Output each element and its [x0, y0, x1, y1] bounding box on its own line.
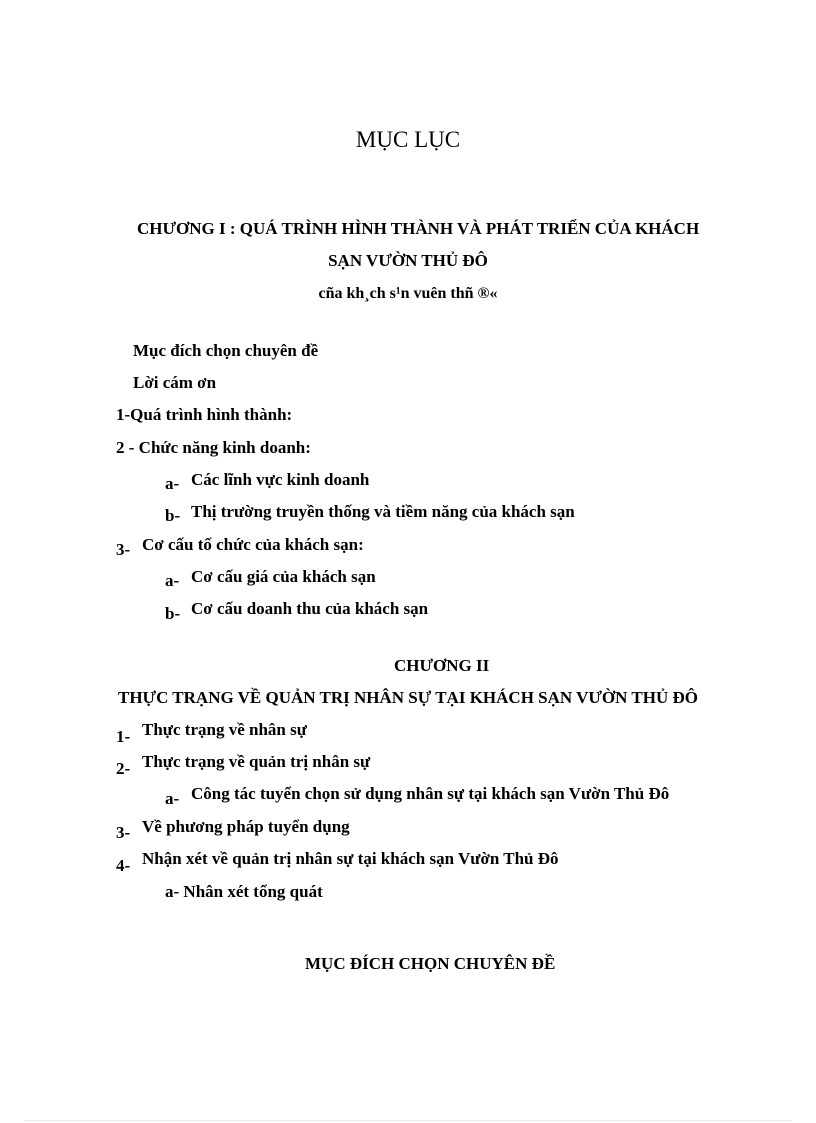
chapter2-heading-line2: THỰC TRẠNG VỀ QUẢN TRỊ NHÂN SỰ TẠI KHÁCH SẠN VƯỜN THỦ ĐÔ	[118, 688, 698, 707]
toc-ch2-item-1: Thực trạng về nhân sự	[142, 720, 307, 739]
toc-item-2b-marker: b-	[165, 506, 181, 525]
toc-ch2-item-2: Thực trạng về quản trị nhân sự	[142, 752, 371, 771]
toc-item-2b: Thị trường truyền thống và tiềm năng của khách sạn	[191, 502, 575, 521]
toc-item-3: Cơ cấu tổ chức của khách sạn:	[142, 535, 364, 554]
toc-ch2-item-2-marker: 2-	[116, 759, 131, 778]
toc-item-2a-marker: a-	[165, 474, 180, 493]
page-bottom-divider	[25, 1120, 791, 1121]
chapter2-heading-line1: CHƯƠNG II	[394, 656, 490, 675]
toc-item-purpose: Mục đích chọn chuyên đề	[133, 341, 319, 360]
toc-item-3-marker: 3-	[116, 540, 131, 559]
toc-item-2: 2 - Chức năng kinh doanh:	[116, 438, 311, 457]
toc-item-3b: Cơ cấu doanh thu của khách sạn	[191, 599, 429, 618]
toc-item-2a: Các lĩnh vực kinh doanh	[191, 470, 370, 489]
toc-item-3a: Cơ cấu giá của khách sạn	[191, 567, 376, 586]
toc-ch2-item-1-marker: 1-	[116, 727, 131, 746]
toc-item-thanks: Lời cám ơn	[133, 373, 217, 392]
toc-ch2-item-3: Về phương pháp tuyển dụng	[142, 817, 350, 836]
chapter1-heading-line3: cña kh¸ch s¹n vuên thñ ®«	[318, 285, 498, 302]
toc-item-3b-marker: b-	[165, 604, 181, 623]
toc-ch2-item-4: Nhận xét về quản trị nhân sự tại khách sạn Vườn Thủ Đô	[142, 849, 559, 868]
toc-ch2-item-4-marker: 4-	[116, 856, 131, 875]
chapter1-heading-line1: CHƯƠNG I : QUÁ TRÌNH HÌNH THÀNH VÀ PHÁT TRIỂN CỦA KHÁCH	[137, 219, 700, 238]
toc-item-1: 1-Quá trình hình thành:	[116, 405, 293, 424]
toc-ch2-item-2a: Công tác tuyển chọn sử dụng nhân sự tại khách sạn Vườn Thủ Đô	[191, 784, 670, 803]
toc-item-3a-marker: a-	[165, 571, 180, 590]
toc-ch2-item-2a-marker: a-	[165, 789, 180, 808]
toc-ch2-item-4a: a- Nhân xét tổng quát	[165, 882, 323, 901]
section-heading: MỤC ĐÍCH CHỌN CHUYÊN ĐỀ	[305, 954, 556, 973]
chapter1-heading-line2: SẠN VƯỜN THỦ ĐÔ	[328, 251, 488, 270]
page-title: MỤC LỤC	[355, 127, 461, 152]
toc-ch2-item-3-marker: 3-	[116, 823, 131, 842]
